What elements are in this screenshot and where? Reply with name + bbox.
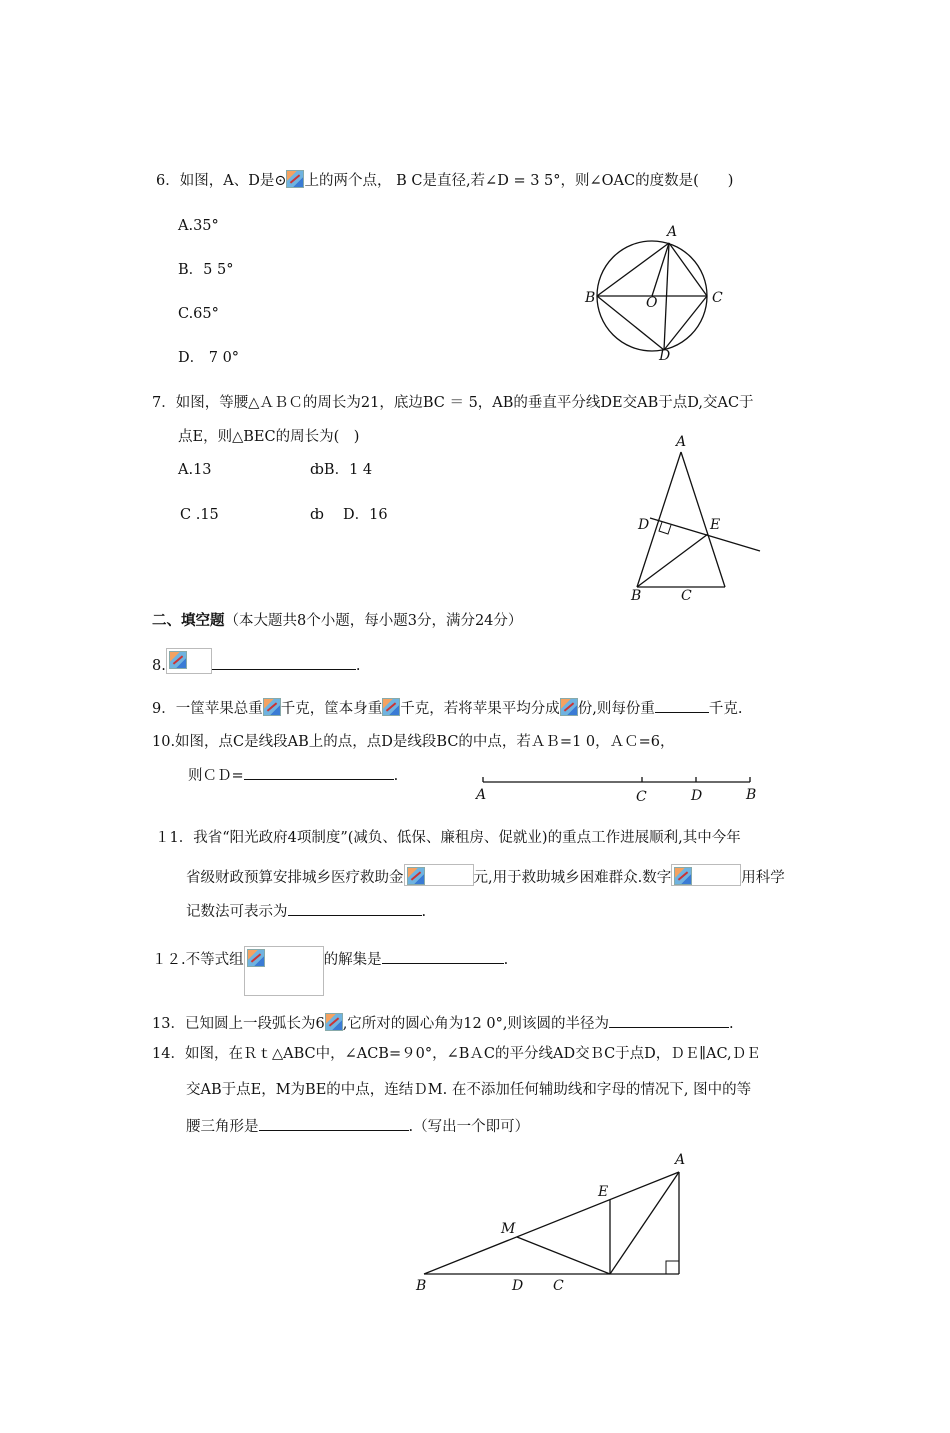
- q11-line2-part-c: 用科学: [741, 870, 785, 886]
- q7-line2: 点E，则△BEC的周长为( ): [178, 429, 360, 445]
- broken-image-icon: [325, 1013, 343, 1031]
- q9: [152, 698, 742, 718]
- q10-segment-figure: [476, 772, 766, 806]
- q13-answer-blank[interactable]: [609, 1013, 729, 1028]
- q11-line2: [186, 864, 785, 887]
- q6-label-o: O: [646, 295, 658, 311]
- q12-image-box: [244, 946, 324, 996]
- q14-line3-part-a: 腰三角形是: [186, 1119, 259, 1135]
- q13: [152, 1013, 734, 1033]
- q6-circle-figure: [580, 220, 740, 370]
- q6-option-c: C.65°: [178, 306, 219, 322]
- q8: [152, 648, 360, 675]
- q7-option-b: ȸB．1 4: [310, 462, 373, 478]
- q6-stem: [156, 170, 733, 190]
- q6-stem-part-b: 上的两个点， B C是直径,若∠D = 3 5°，则∠OAC的度数是( ): [304, 173, 734, 189]
- section-2-note: （本大题共8个小题，每小题3分，满分24分）: [224, 613, 523, 629]
- broken-image-icon: [263, 698, 281, 716]
- q8-end: .: [355, 658, 361, 674]
- q13-part-b: ,它所对的圆心角为12 0°,则该圆的半径为: [342, 1016, 609, 1032]
- q7-triangle-figure: [628, 430, 768, 605]
- broken-image-icon: [286, 170, 304, 188]
- broken-image-icon: [247, 949, 265, 967]
- q7-label-d: D: [638, 517, 650, 533]
- q11-line3-part-b: .: [421, 904, 427, 920]
- q7-option-c: C .15: [180, 507, 219, 523]
- q14-line3-part-b: .（写出一个即可）: [408, 1119, 530, 1135]
- q14-label-c: C: [553, 1278, 564, 1294]
- q14-line2: 交AB于点E，M为BE的中点，连结ＤM. 在不添加任何辅助线和字母的情况下, 图中的等: [186, 1082, 752, 1098]
- q6-label-c: C: [712, 290, 723, 306]
- broken-image-icon: [169, 651, 187, 669]
- q14-line3: [186, 1116, 529, 1136]
- q14-label-b: B: [416, 1278, 427, 1294]
- q9-part-a: 9．一筐苹果总重: [152, 701, 263, 717]
- section-2-heading: [152, 612, 522, 630]
- q14-label-e: E: [598, 1184, 609, 1200]
- q8-number: 8.: [152, 658, 166, 674]
- q14-answer-blank[interactable]: [259, 1116, 409, 1131]
- q10-label-d: D: [691, 788, 703, 804]
- q12-answer-blank[interactable]: [382, 949, 504, 964]
- q10-line2: [188, 765, 398, 785]
- q7-option-d: D．16: [343, 507, 388, 523]
- q7-option-a: A.13: [178, 462, 212, 478]
- q11-answer-blank[interactable]: [288, 901, 422, 916]
- q6-label-a: A: [667, 224, 678, 240]
- q13-part-a: 13．已知圆上一段弧长为6: [152, 1016, 325, 1032]
- q9-part-b: 千克，筐本身重: [280, 701, 383, 717]
- q10-label-a: A: [476, 787, 487, 803]
- q9-part-e: 千克.: [708, 701, 743, 717]
- q11-line3: [186, 901, 426, 921]
- q7-label-c: C: [681, 588, 692, 604]
- q11-image-box-1: [404, 864, 474, 886]
- q13-part-c: .: [728, 1016, 734, 1032]
- q14-label-m: M: [501, 1221, 516, 1237]
- q10-label-c: C: [636, 789, 647, 805]
- q12: [152, 946, 508, 996]
- q6-label-b: B: [585, 290, 596, 306]
- q9-answer-blank[interactable]: [655, 698, 709, 713]
- q6-label-d: D: [659, 348, 671, 364]
- q14-label-d: D: [512, 1278, 524, 1294]
- q10-answer-blank[interactable]: [244, 765, 394, 780]
- q11-image-box-2: [671, 864, 741, 886]
- q10-label-b: B: [746, 787, 757, 803]
- q6-option-b: B．5 5°: [178, 262, 234, 278]
- broken-image-icon: [407, 867, 425, 885]
- q8-image-box: [166, 648, 212, 674]
- q9-part-c: 千克，若将苹果平均分成: [400, 701, 560, 717]
- q7-label-e: E: [710, 517, 721, 533]
- q8-answer-blank[interactable]: [212, 655, 356, 670]
- section-2-title: 二、填空题: [152, 612, 225, 629]
- q6-stem-part-a: 6．如图，A、D是⊙: [156, 173, 287, 189]
- q7-label-a: A: [676, 434, 687, 450]
- q6-option-a: A.35°: [178, 218, 219, 234]
- q12-part-c: .: [503, 952, 509, 968]
- q14-line1: 14．如图，在Ｒｔ△ABC中，∠ACB=９0°，∠BＡC的平分线AD交ＢC于点D，ＤＥ∥AC,ＤＥ: [152, 1046, 761, 1062]
- q7-label-b: B: [631, 588, 642, 604]
- q11-line2-part-b: 元,用于救助城乡困难群众.数字: [473, 870, 672, 886]
- broken-image-icon: [560, 698, 578, 716]
- q12-part-b: 的解集是: [323, 952, 382, 968]
- q14-triangle-figure: [412, 1150, 702, 1300]
- q10-line2-part-b: .: [393, 768, 399, 784]
- q9-part-d: 份,则每份重: [577, 701, 655, 717]
- q7-line1: 7．如图，等腰△ＡＢＣ的周长为21，底边BC ＝ 5，AB的垂直平分线DE交AB于点D,交AC于: [152, 395, 754, 411]
- q7-option-d-prefix: ȸ: [310, 507, 324, 523]
- q10-line2-part-a: 则ＣＤ=: [188, 768, 244, 784]
- q10-line1: 10.如图，点C是线段AB上的点，点D是线段BC的中点，若ＡＢ=1 0，ＡＣ=6，: [152, 734, 675, 750]
- broken-image-icon: [674, 867, 692, 885]
- q11-line2-part-a: 省级财政预算安排城乡医疗救助金: [186, 870, 404, 886]
- q14-label-a: A: [675, 1152, 686, 1168]
- q6-option-d: D． 7 0°: [178, 350, 240, 366]
- q11-line1: １1．我省“阳光政府4项制度”(减负、低保、廉租房、促就业)的重点工作进展顺利,其中今年: [155, 830, 741, 846]
- broken-image-icon: [382, 698, 400, 716]
- q11-line3-part-a: 记数法可表示为: [186, 904, 288, 920]
- q12-part-a: １２.不等式组: [152, 952, 244, 968]
